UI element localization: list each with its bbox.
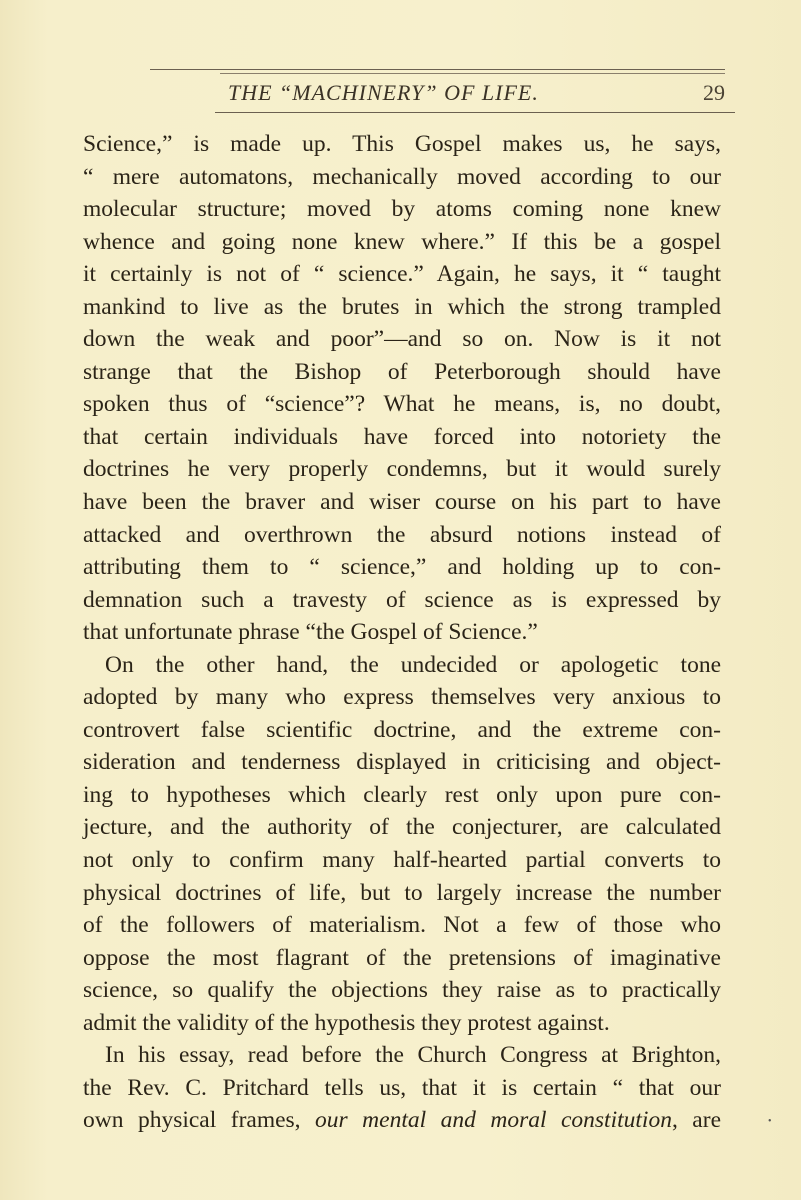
italic-phrase: our mental and moral constitution — [315, 1107, 672, 1134]
body-text — [83, 128, 721, 1137]
text-line: demnation such a travesty of science as is expressed by — [83, 586, 721, 613]
text-line: mankind to live as the brutes in which the strong trampled — [83, 293, 721, 320]
text-line: admit the validity of the hypothesis they protest against. — [83, 1009, 610, 1036]
text-line: Science,” is made up. This Gospel makes us, he says, — [83, 131, 721, 157]
text-run: , are — [671, 1107, 721, 1134]
margin-mark: • — [768, 1116, 772, 1127]
page-number: 29 — [703, 80, 725, 105]
text-line: have been the braver and wiser course on his part to have — [83, 489, 721, 516]
text-line: physical doctrines of life, but to largely increase the number — [83, 879, 721, 906]
text-line: oppose the most flagrant of the pretensions of imaginative — [83, 944, 721, 971]
text-line: whence and going none knew where.” If this be a gospel — [83, 228, 721, 255]
text-line: ing to hypotheses which clearly rest only upon pure con- — [83, 781, 721, 808]
text-line: spoken thus of “science”? What he means, is, no doubt, — [83, 391, 721, 418]
text-line: sideration and tenderness displayed in criticising and object- — [83, 749, 721, 776]
text-line: controvert false scientific doctrine, and the extreme con- — [83, 716, 721, 743]
text-line: the Rev. C. Pritchard tells us, that it is certain “ that our — [83, 1074, 721, 1101]
text-line: attributing them to “ science,” and holding up to con- — [83, 554, 721, 581]
text-line: that unfortunate phrase “the Gospel of Science.” — [83, 619, 538, 646]
top-rule-secondary — [220, 73, 725, 74]
text-line: attacked and overthrown the absurd notions instead of — [83, 521, 721, 548]
paragraph-first-line: In his essay, read before the Church Congress at Brighton, — [105, 1042, 721, 1069]
text-line: adopted by many who express themselves very anxious to — [83, 684, 721, 711]
text-line: strange that the Bishop of Peterborough should have — [83, 358, 721, 385]
text-line: “ mere automatons, mechanically moved according to our — [83, 163, 721, 190]
text-line: down the weak and poor”—and so on. Now is it not — [83, 326, 721, 353]
text-line: that certain individuals have forced into notoriety the — [83, 423, 721, 450]
header-rule — [215, 112, 735, 113]
text-line: it certainly is not of “ science.” Again, he says, it “ taught — [83, 261, 721, 288]
text-line-with-italic — [83, 1104, 721, 1137]
text-line: molecular structure; moved by atoms coming none knew — [83, 196, 721, 223]
text-line: science, so qualify the objections they raise as to practically — [83, 977, 721, 1004]
running-head — [0, 80, 801, 120]
text-line: of the followers of materialism. Not a few of those who — [83, 912, 721, 939]
running-title: THE “MACHINERY” OF LIFE. — [228, 80, 539, 105]
text-line: doctrines he very properly condemns, but it would surely — [83, 456, 721, 483]
text-line: not only to confirm many half-hearted partial converts to — [83, 847, 721, 874]
text-line: jecture, and the authority of the conjecturer, are calculated — [83, 814, 721, 841]
paragraph-first-line: On the other hand, the undecided or apologetic tone — [105, 651, 721, 678]
text-run: own physical frames, — [83, 1107, 316, 1134]
top-rule — [150, 69, 725, 70]
